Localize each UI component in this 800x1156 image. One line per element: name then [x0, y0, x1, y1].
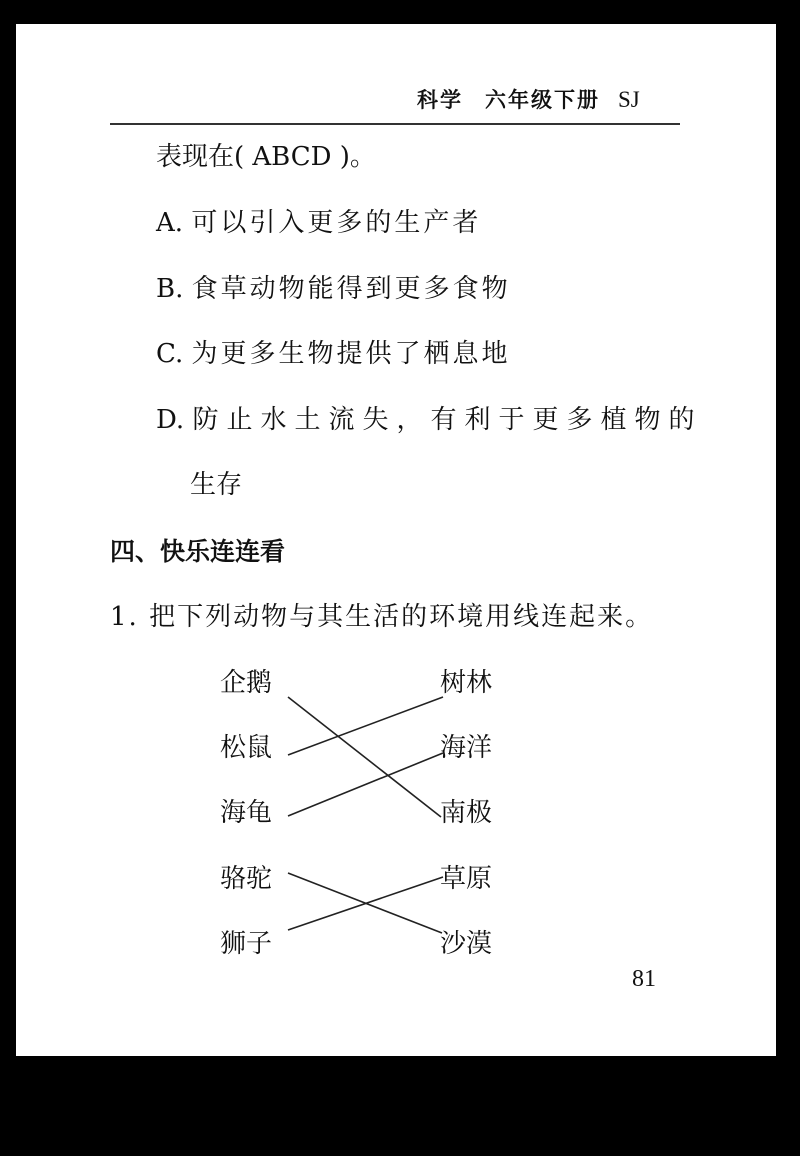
task-text: 1. 把下列动物与其生活的环境用线连起来。 — [110, 602, 654, 632]
right-item: 沙漠 — [440, 929, 493, 959]
option-label: D. — [156, 405, 185, 435]
option-label: C. — [156, 339, 184, 369]
option-label: B. — [156, 274, 184, 304]
option-text: 食草动物能得到更多食物 — [191, 274, 511, 304]
left-item: 骆驼 — [220, 864, 273, 894]
header-subject: 科学 — [417, 88, 463, 112]
option-d-continuation: 生存 — [190, 470, 243, 500]
left-item: 海龟 — [220, 798, 273, 828]
line-lion-grassland — [288, 877, 443, 930]
line-penguin-antarctic — [288, 697, 441, 817]
line-squirrel-forest — [288, 697, 443, 755]
section-title: 四、快乐连连看 — [110, 537, 286, 566]
left-item: 狮子 — [220, 929, 273, 959]
right-item: 海洋 — [440, 733, 493, 763]
page-number: 81 — [632, 966, 656, 992]
question-stem: 表现在( ABCD )。 — [156, 142, 376, 172]
right-item: 树林 — [440, 668, 493, 698]
right-item: 南极 — [440, 798, 493, 828]
line-turtle-ocean — [288, 753, 443, 816]
option-text: 可以引入更多的生产者 — [191, 208, 482, 238]
right-item: 草原 — [440, 864, 493, 894]
header-edition: SJ — [618, 87, 640, 112]
option-text: 防止水土流失，有利于更多植物的 — [192, 405, 703, 435]
option-label: A. — [156, 208, 184, 238]
left-item: 企鹅 — [220, 668, 273, 698]
left-item: 松鼠 — [220, 733, 273, 763]
option-text: 为更多生物提供了栖息地 — [191, 339, 511, 369]
header-grade: 六年级下册 — [485, 88, 600, 112]
